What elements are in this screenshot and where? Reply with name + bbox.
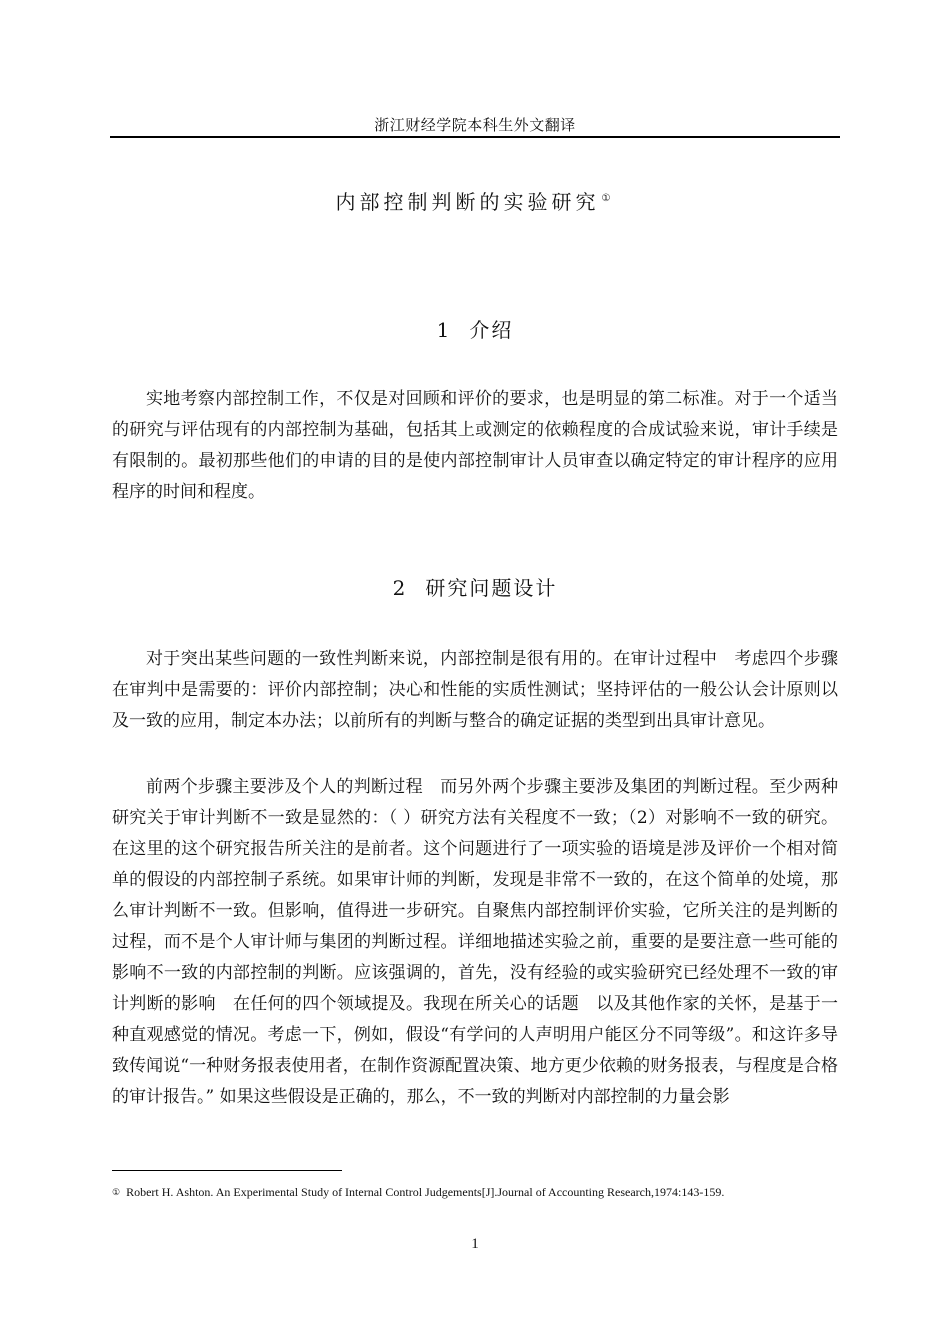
footnote — [112, 1184, 762, 1200]
section-heading-introduction — [110, 314, 840, 343]
footnote-mark: ① — [112, 1187, 121, 1197]
page-number: 1 — [471, 1236, 479, 1252]
header-rule — [110, 136, 840, 138]
footnote-reference-mark[interactable]: ① — [601, 193, 615, 205]
section-number: 2 — [392, 576, 408, 600]
footnote-text: Robert H. Ashton. An Experimental Study of Internal Control Judgements[J].Journal of Accounting Research,1974:143-159. — [126, 1185, 725, 1199]
body-paragraph: 对于突出某些问题的一致性判断来说，内部控制是很有用的。在审计过程中 考虑四个步骤在审判中是需要的：评价内部控制；决心和性能的实质性测试；坚持评估的一般公认会计原则以及一致的应用，制定本办法；以前所有的判断与整合的确定证据的类型到出具审计意见。 — [112, 649, 838, 731]
section-heading-research-design — [110, 572, 840, 601]
footnote-rule — [112, 1170, 342, 1171]
section-title: 介绍 — [469, 318, 514, 342]
document-title-text: 内部控制判断的实验研究 — [335, 190, 600, 214]
section-number: 1 — [436, 318, 452, 342]
running-header: 浙江财经学院本科生外文翻译 — [374, 116, 576, 134]
body-paragraph: 实地考察内部控制工作，不仅是对回顾和评价的要求，也是明显的第二标准。对于一个适当的研究与评估现有的内部控制为基础，包括其上或测定的依赖程度的合成试验来说，审计手续是有限制的。最初那些他们的申请的目的是使内部控制审计人员审查以确定特定的审计程序的应用程序的时间和程度。 — [112, 389, 838, 502]
body-paragraph: 前两个步骤主要涉及个人的判断过程 而另外两个步骤主要涉及集团的判断过程。至少两种研究关于审计判断不一致是显然的：（ ）研究方法有关程度不一致；（2）对影响不一致的研究。在这里的这个研究报告所关注的是前者。这个问题进行了一项实验的语境是涉及评价一个相对简单的假设的内部控制子系统。如果审计师的判断，发现是非常不一致的，在这个简单的处境，那么审计判断不一致。但影响，值得进一步研究。自聚焦内部控制评价实验，它所关注的是判断的过程，而不是个人审计师与集团的判断过程。详细地描述实验之前，重要的是要注意一些可能的影响不一致的内部控制的判断。应该强调的，首先，没有经验的或实验研究已经处理不一致的审计判断的影响 在任何的四个领域提及。我现在所关心的话题 以及其他作家的关怀，是基于一种直观感觉的情况。考虑一下，例如，假设“有学问的人声明用户能区分不同等级”。和这许多导致传闻说“一种财务报表使用者，在制作资源配置决策、地方更少依赖的财务报表，与程度是合格的审计报告。” 如果这些假设是正确的，那么，不一致的判断对内部控制的力量会影 — [112, 777, 838, 1107]
section-title: 研究问题设计 — [425, 576, 558, 600]
document-title — [110, 186, 840, 215]
